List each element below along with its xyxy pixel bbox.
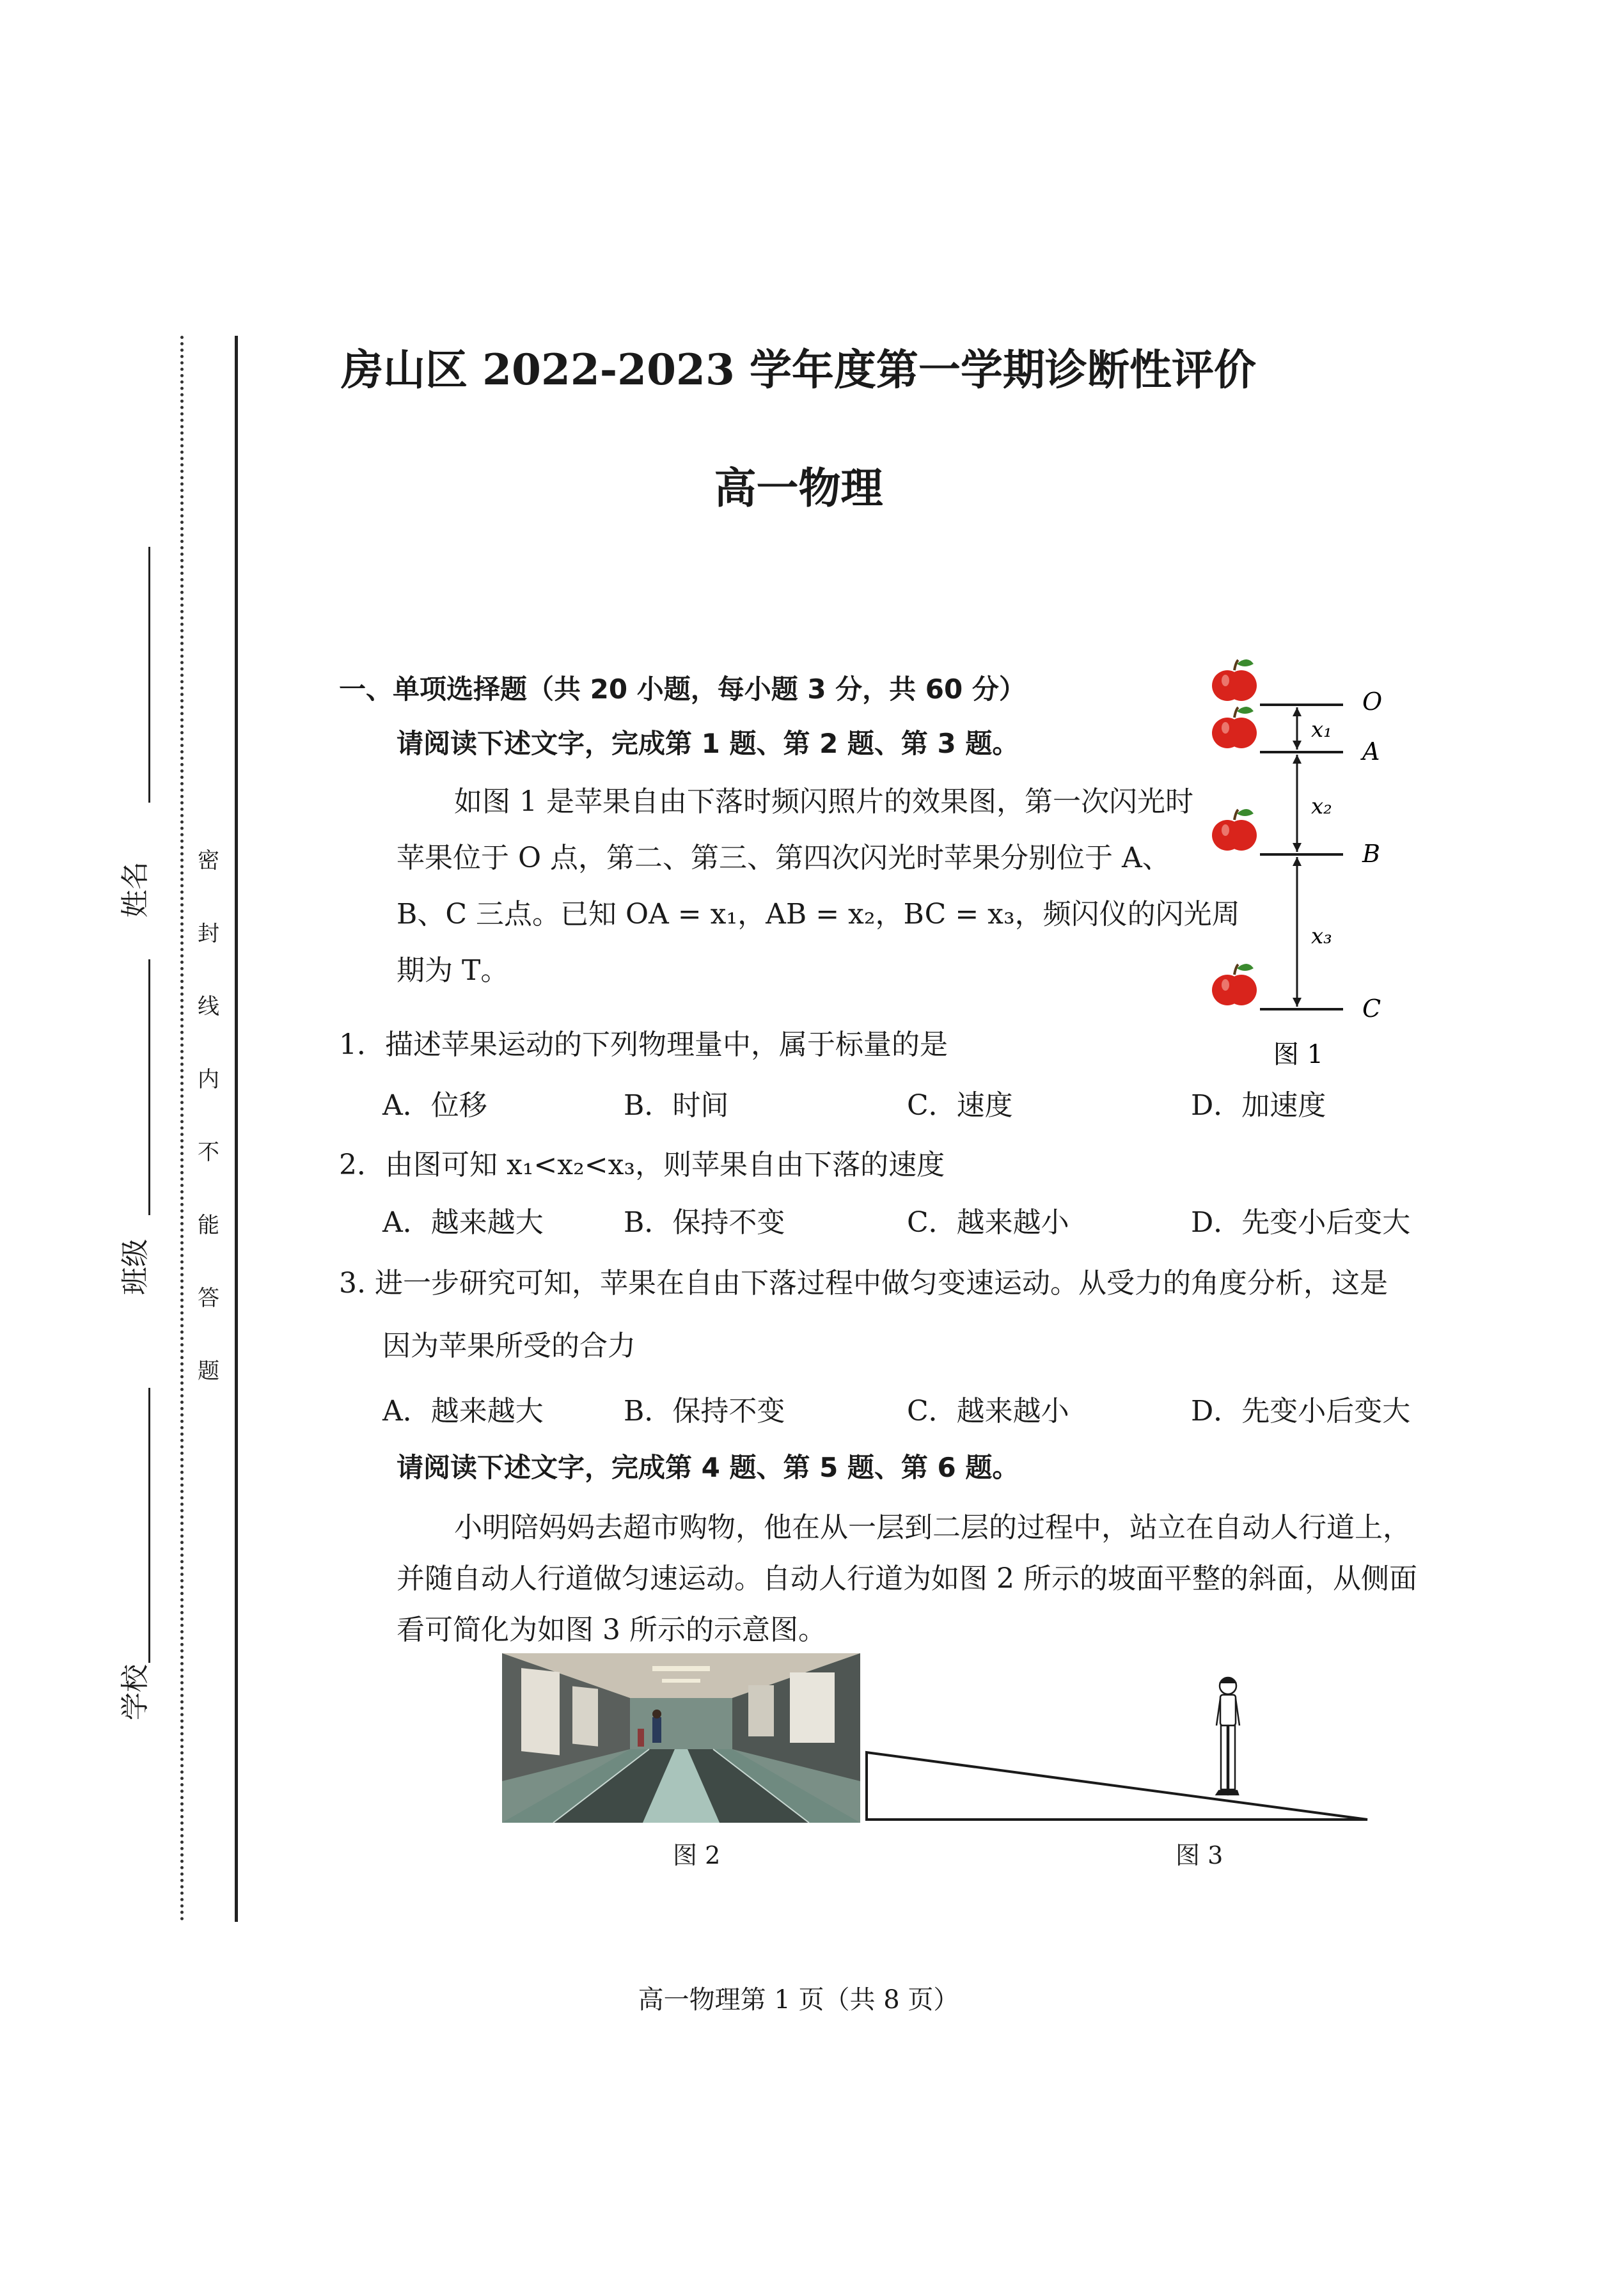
q2-option-a[interactable]: A．越来越大 (382, 1206, 544, 1239)
seal-char: 线 (198, 994, 219, 1019)
name-label: 姓名 (119, 861, 152, 918)
class-label: 班级 (119, 1239, 152, 1295)
seal-char: 不 (198, 1140, 219, 1165)
q3-option-c[interactable]: C．越来越小 (907, 1395, 1069, 1427)
school-label: 学校 (119, 1664, 152, 1720)
reading2-instruction: 请阅读下述文字，完成第 4 题、第 5 题、第 6 题。 (397, 1452, 1019, 1483)
seal-dotted-line (180, 336, 184, 1922)
point-label: C (1362, 995, 1381, 1023)
q3-option-b[interactable]: B．保持不变 (624, 1395, 785, 1427)
point-label: O (1362, 688, 1383, 716)
q1-option-b[interactable]: B．时间 (624, 1089, 729, 1122)
q1-option-c[interactable]: C．速度 (907, 1089, 1013, 1122)
margin-solid-line (235, 336, 238, 1922)
passage-line: 如图 1 是苹果自由下落时频闪照片的效果图，第一次闪光时 (454, 785, 1193, 818)
seal-char: 能 (198, 1213, 219, 1238)
figure1-apple-strobe (1202, 646, 1413, 1081)
q1-option-a[interactable]: A．位移 (382, 1089, 487, 1122)
seal-char: 题 (198, 1358, 219, 1384)
apple-icon (1212, 659, 1257, 701)
exam-title: 房山区 2022-2023 学年度第一学期诊断性评价 (341, 345, 1256, 395)
figure2-caption: 图 2 (673, 1841, 721, 1869)
figure1-caption: 图 1 (1273, 1040, 1324, 1069)
class-field-line[interactable] (148, 959, 150, 1215)
question-3-stem-cont: 因为苹果所受的合力 (382, 1330, 636, 1362)
figure3-caption: 图 3 (1176, 1841, 1223, 1869)
q3-option-d[interactable]: D．先变小后变大 (1191, 1395, 1411, 1427)
passage-line: 苹果位于 O 点，第二、第三、第四次闪光时苹果分别位于 A、 (397, 842, 1170, 874)
seal-char: 封 (198, 921, 219, 947)
incline-triangle (867, 1752, 1367, 1820)
boy-icon (1216, 1678, 1239, 1795)
distance-label: x₁ (1311, 717, 1332, 743)
reading1-instruction: 请阅读下述文字，完成第 1 题、第 2 题、第 3 题。 (397, 728, 1019, 759)
passage-line: 期为 T。 (397, 954, 509, 987)
seal-char: 答 (198, 1286, 219, 1311)
figure2-walkway-photo (502, 1653, 860, 1823)
passage-line: 并随自动人行道做匀速运动。自动人行道为如图 2 所示的坡面平整的斜面，从侧面 (397, 1562, 1417, 1595)
figure3-incline-diagram (863, 1676, 1375, 1829)
apple-icon (1212, 707, 1257, 748)
point-label: A (1362, 737, 1380, 766)
q2-option-d[interactable]: D．先变小后变大 (1191, 1206, 1411, 1239)
point-label: B (1362, 840, 1380, 868)
distance-label: x₂ (1311, 794, 1332, 819)
school-field-line[interactable] (148, 1388, 150, 1663)
q2-option-b[interactable]: B．保持不变 (624, 1206, 785, 1239)
seal-char: 内 (198, 1067, 219, 1092)
q3-option-a[interactable]: A．越来越大 (382, 1395, 544, 1427)
passage-line: 看可简化为如图 3 所示的示意图。 (397, 1614, 826, 1646)
question-1-stem: 1．描述苹果运动的下列物理量中，属于标量的是 (339, 1028, 948, 1061)
apple-icon (1212, 964, 1257, 1005)
subject-title: 高一物理 (714, 463, 883, 513)
question-2-stem: 2．由图可知 x₁<x₂<x₃，则苹果自由下落的速度 (339, 1149, 945, 1181)
name-field-line[interactable] (148, 547, 150, 803)
q1-option-d[interactable]: D．加速度 (1191, 1089, 1326, 1122)
q2-option-c[interactable]: C．越来越小 (907, 1206, 1069, 1239)
passage-line: B、C 三点。已知 OA = x₁，AB = x₂，BC = x₃，频闪仪的闪光周 (397, 898, 1240, 931)
page-footer: 高一物理第 1 页（共 8 页） (638, 1985, 959, 2015)
seal-char: 密 (198, 848, 219, 874)
passage-line: 小明陪妈妈去超市购物，他在从一层到二层的过程中，站立在自动人行道上， (454, 1511, 1411, 1544)
question-3-stem: 3. 进一步研究可知，苹果在自由下落过程中做匀变速运动。从受力的角度分析，这是 (339, 1267, 1388, 1300)
distance-label: x₃ (1311, 924, 1332, 949)
apple-icon (1212, 809, 1257, 851)
section-heading: 一、单项选择题（共 20 小题，每小题 3 分，共 60 分） (339, 673, 1026, 705)
